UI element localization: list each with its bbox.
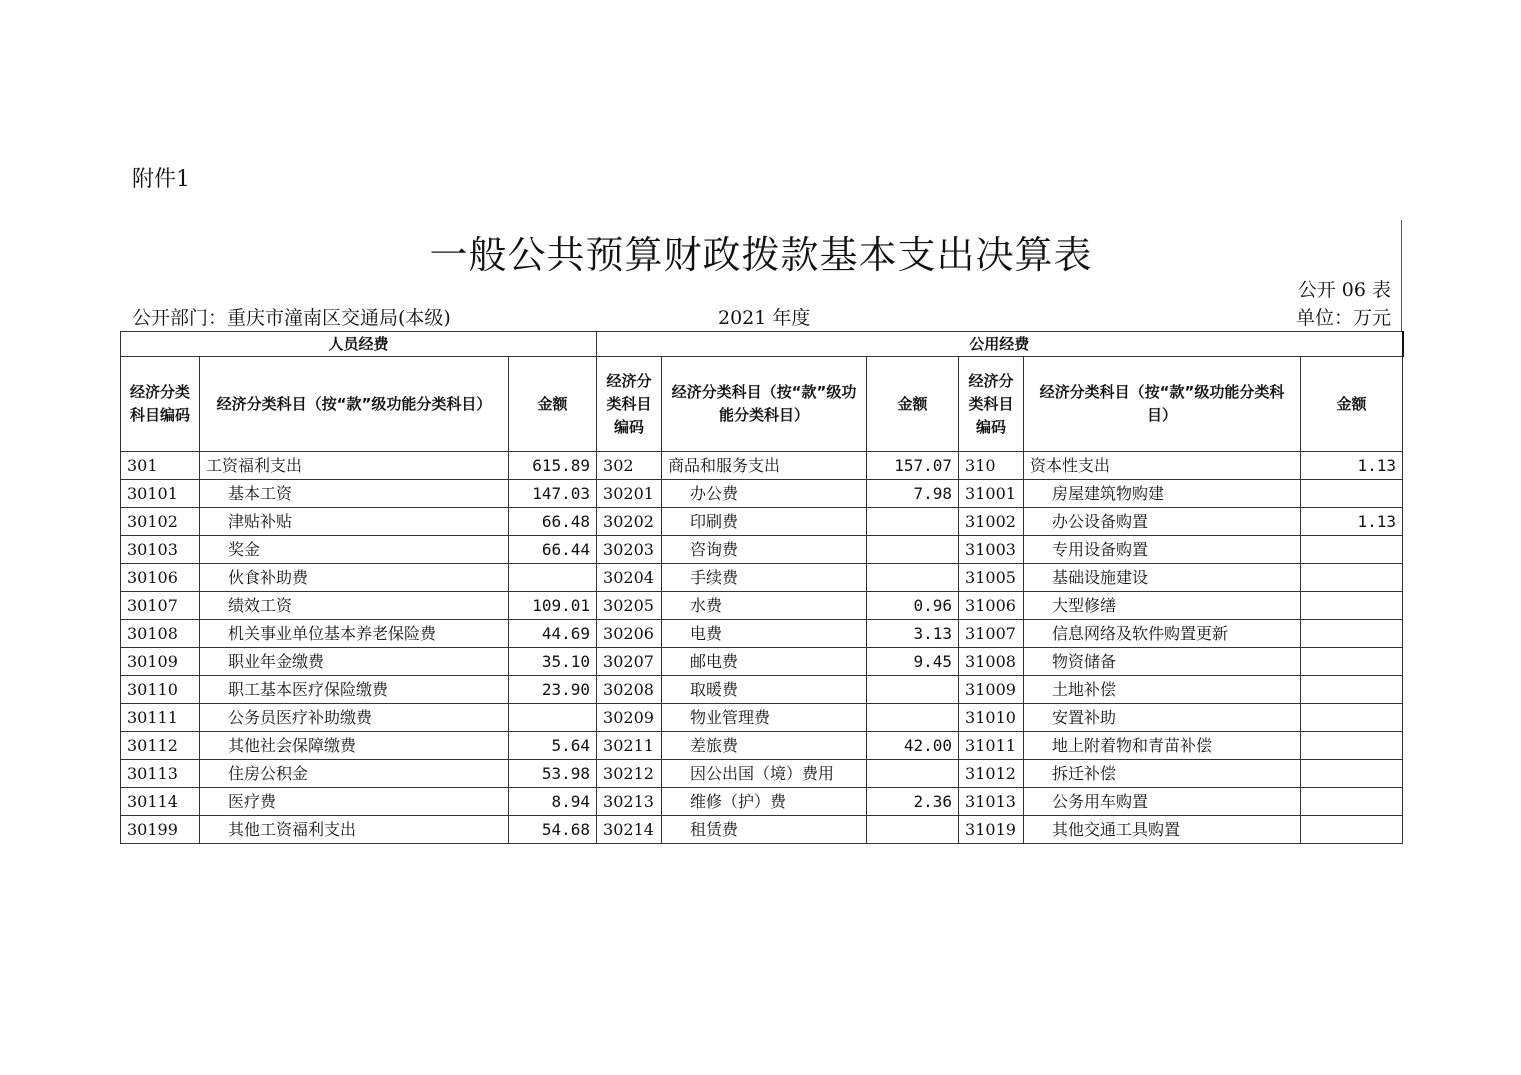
row-amount-cell: 5.64 <box>509 732 597 760</box>
row-code-cell: 30202 <box>597 508 662 536</box>
row-amount-cell: 35.10 <box>509 648 597 676</box>
row-name-cell: 物资储备 <box>1024 648 1301 676</box>
row-code-cell: 30109 <box>121 648 200 676</box>
attachment-label: 附件1 <box>132 167 190 192</box>
row-code-cell: 31003 <box>959 536 1024 564</box>
row-name-cell: 津贴补贴 <box>200 508 509 536</box>
column-header-row <box>121 357 1403 452</box>
row-amount-cell <box>867 760 959 788</box>
row-code-cell: 31008 <box>959 648 1024 676</box>
row-code-cell: 310 <box>959 452 1024 480</box>
table-row <box>121 732 1403 760</box>
row-code-cell: 30103 <box>121 536 200 564</box>
row-code-cell: 301 <box>121 452 200 480</box>
row-amount-cell: 44.69 <box>509 620 597 648</box>
table-row <box>121 592 1403 620</box>
table-row <box>121 536 1403 564</box>
row-name-cell: 住房公积金 <box>200 760 509 788</box>
row-amount-cell: 109.01 <box>509 592 597 620</box>
row-code-cell: 31009 <box>959 676 1024 704</box>
row-amount-cell: 3.13 <box>867 620 959 648</box>
row-amount-cell <box>867 508 959 536</box>
col-header-name: 经济分类科目（按“款”级功能分类科目） <box>1024 357 1301 452</box>
row-amount-cell <box>1301 536 1403 564</box>
row-amount-cell: 9.45 <box>867 648 959 676</box>
row-name-cell: 租赁费 <box>662 816 867 844</box>
row-amount-cell <box>1301 648 1403 676</box>
row-name-cell: 工资福利支出 <box>200 452 509 480</box>
row-amount-cell: 615.89 <box>509 452 597 480</box>
row-code-cell: 30112 <box>121 732 200 760</box>
row-name-cell: 水费 <box>662 592 867 620</box>
row-amount-cell: 66.44 <box>509 536 597 564</box>
row-name-cell: 其他交通工具购置 <box>1024 816 1301 844</box>
row-amount-cell <box>1301 676 1403 704</box>
table-row <box>121 452 1403 480</box>
form-number: 公开 06 表 <box>1297 279 1391 301</box>
row-amount-cell <box>1301 592 1403 620</box>
row-amount-cell <box>1301 480 1403 508</box>
row-name-cell: 基础设施建设 <box>1024 564 1301 592</box>
row-name-cell: 医疗费 <box>200 788 509 816</box>
table-row <box>121 648 1403 676</box>
col-header-name: 经济分类科目（按“款”级功能分类科目） <box>200 357 509 452</box>
col-header-code: 经济分类科目编码 <box>121 357 200 452</box>
row-code-cell: 30214 <box>597 816 662 844</box>
row-name-cell: 其他社会保障缴费 <box>200 732 509 760</box>
row-amount-cell: 157.07 <box>867 452 959 480</box>
row-name-cell: 绩效工资 <box>200 592 509 620</box>
table-row <box>121 676 1403 704</box>
row-code-cell: 30110 <box>121 676 200 704</box>
row-code-cell: 30102 <box>121 508 200 536</box>
row-amount-cell: 0.96 <box>867 592 959 620</box>
row-code-cell: 30207 <box>597 648 662 676</box>
row-name-cell: 邮电费 <box>662 648 867 676</box>
year-label: 2021 年度 <box>718 307 811 329</box>
row-name-cell: 专用设备购置 <box>1024 536 1301 564</box>
row-code-cell: 31005 <box>959 564 1024 592</box>
row-amount-cell <box>1301 704 1403 732</box>
row-code-cell: 30208 <box>597 676 662 704</box>
row-code-cell: 30114 <box>121 788 200 816</box>
row-amount-cell <box>509 564 597 592</box>
col-header-code: 经济分类科目编码 <box>597 357 662 452</box>
row-amount-cell <box>867 564 959 592</box>
row-name-cell: 信息网络及软件购置更新 <box>1024 620 1301 648</box>
table-row <box>121 620 1403 648</box>
table-row <box>121 816 1403 844</box>
row-amount-cell <box>867 676 959 704</box>
row-name-cell: 公务员医疗补助缴费 <box>200 704 509 732</box>
page-title: 一般公共预算财政拨款基本支出决算表 <box>429 233 1093 277</box>
row-name-cell: 土地补偿 <box>1024 676 1301 704</box>
row-name-cell: 其他工资福利支出 <box>200 816 509 844</box>
row-code-cell: 31013 <box>959 788 1024 816</box>
table-row <box>121 704 1403 732</box>
row-code-cell: 30212 <box>597 760 662 788</box>
table-row <box>121 788 1403 816</box>
row-name-cell: 商品和服务支出 <box>662 452 867 480</box>
row-amount-cell: 42.00 <box>867 732 959 760</box>
row-amount-cell: 53.98 <box>509 760 597 788</box>
row-code-cell: 31007 <box>959 620 1024 648</box>
row-code-cell: 31012 <box>959 760 1024 788</box>
col-header-amount: 金额 <box>1301 357 1403 452</box>
table-row <box>121 760 1403 788</box>
row-code-cell: 31002 <box>959 508 1024 536</box>
col-header-name: 经济分类科目（按“款”级功能分类科目） <box>662 357 867 452</box>
row-name-cell: 奖金 <box>200 536 509 564</box>
row-name-cell: 差旅费 <box>662 732 867 760</box>
col-header-amount: 金额 <box>509 357 597 452</box>
row-name-cell: 大型修缮 <box>1024 592 1301 620</box>
row-code-cell: 30211 <box>597 732 662 760</box>
row-amount-cell: 54.68 <box>509 816 597 844</box>
row-name-cell: 基本工资 <box>200 480 509 508</box>
row-name-cell: 公务用车购置 <box>1024 788 1301 816</box>
department-label: 公开部门：重庆市潼南区交通局(本级) <box>132 307 451 329</box>
row-amount-cell <box>1301 620 1403 648</box>
row-name-cell: 房屋建筑物购建 <box>1024 480 1301 508</box>
row-amount-cell <box>1301 732 1403 760</box>
table-row <box>121 564 1403 592</box>
row-amount-cell: 66.48 <box>509 508 597 536</box>
row-name-cell: 因公出国（境）费用 <box>662 760 867 788</box>
row-name-cell: 印刷费 <box>662 508 867 536</box>
row-code-cell: 30201 <box>597 480 662 508</box>
row-code-cell: 30106 <box>121 564 200 592</box>
row-name-cell: 电费 <box>662 620 867 648</box>
row-code-cell: 30205 <box>597 592 662 620</box>
row-amount-cell <box>1301 816 1403 844</box>
row-code-cell: 30111 <box>121 704 200 732</box>
row-amount-cell <box>1301 760 1403 788</box>
table-row <box>121 480 1403 508</box>
row-name-cell: 职工基本医疗保险缴费 <box>200 676 509 704</box>
row-code-cell: 30204 <box>597 564 662 592</box>
budget-table <box>120 331 1404 844</box>
row-amount-cell: 147.03 <box>509 480 597 508</box>
row-code-cell: 30113 <box>121 760 200 788</box>
col-header-code: 经济分类科目编码 <box>959 357 1024 452</box>
row-name-cell: 伙食补助费 <box>200 564 509 592</box>
row-code-cell: 30199 <box>121 816 200 844</box>
row-amount-cell: 7.98 <box>867 480 959 508</box>
row-name-cell: 资本性支出 <box>1024 452 1301 480</box>
row-name-cell: 物业管理费 <box>662 704 867 732</box>
row-code-cell: 31011 <box>959 732 1024 760</box>
row-amount-cell <box>509 704 597 732</box>
row-code-cell: 30203 <box>597 536 662 564</box>
row-name-cell: 手续费 <box>662 564 867 592</box>
row-code-cell: 30209 <box>597 704 662 732</box>
row-amount-cell <box>1301 788 1403 816</box>
row-amount-cell: 1.13 <box>1301 452 1403 480</box>
row-code-cell: 31006 <box>959 592 1024 620</box>
row-code-cell: 30206 <box>597 620 662 648</box>
row-code-cell: 30108 <box>121 620 200 648</box>
row-name-cell: 拆迁补偿 <box>1024 760 1301 788</box>
row-code-cell: 31001 <box>959 480 1024 508</box>
table-row <box>121 508 1403 536</box>
row-amount-cell: 8.94 <box>509 788 597 816</box>
row-amount-cell <box>867 536 959 564</box>
row-code-cell: 30107 <box>121 592 200 620</box>
row-code-cell: 31019 <box>959 816 1024 844</box>
row-amount-cell: 1.13 <box>1301 508 1403 536</box>
unit-label: 单位：万元 <box>1295 307 1391 329</box>
row-amount-cell <box>867 816 959 844</box>
row-name-cell: 地上附着物和青苗补偿 <box>1024 732 1301 760</box>
row-amount-cell <box>867 704 959 732</box>
col-header-amount: 金额 <box>867 357 959 452</box>
row-amount-cell: 23.90 <box>509 676 597 704</box>
row-amount-cell: 2.36 <box>867 788 959 816</box>
row-name-cell: 机关事业单位基本养老保险费 <box>200 620 509 648</box>
row-name-cell: 维修（护）费 <box>662 788 867 816</box>
row-code-cell: 30213 <box>597 788 662 816</box>
row-name-cell: 办公费 <box>662 480 867 508</box>
row-name-cell: 职业年金缴费 <box>200 648 509 676</box>
row-name-cell: 取暖费 <box>662 676 867 704</box>
public-group-header: 公用经费 <box>597 332 1403 357</box>
row-code-cell: 302 <box>597 452 662 480</box>
group-header-row <box>121 332 1403 357</box>
personnel-group-header: 人员经费 <box>121 332 597 357</box>
row-code-cell: 31010 <box>959 704 1024 732</box>
row-amount-cell <box>1301 564 1403 592</box>
row-code-cell: 30101 <box>121 480 200 508</box>
row-name-cell: 咨询费 <box>662 536 867 564</box>
row-name-cell: 办公设备购置 <box>1024 508 1301 536</box>
row-name-cell: 安置补助 <box>1024 704 1301 732</box>
